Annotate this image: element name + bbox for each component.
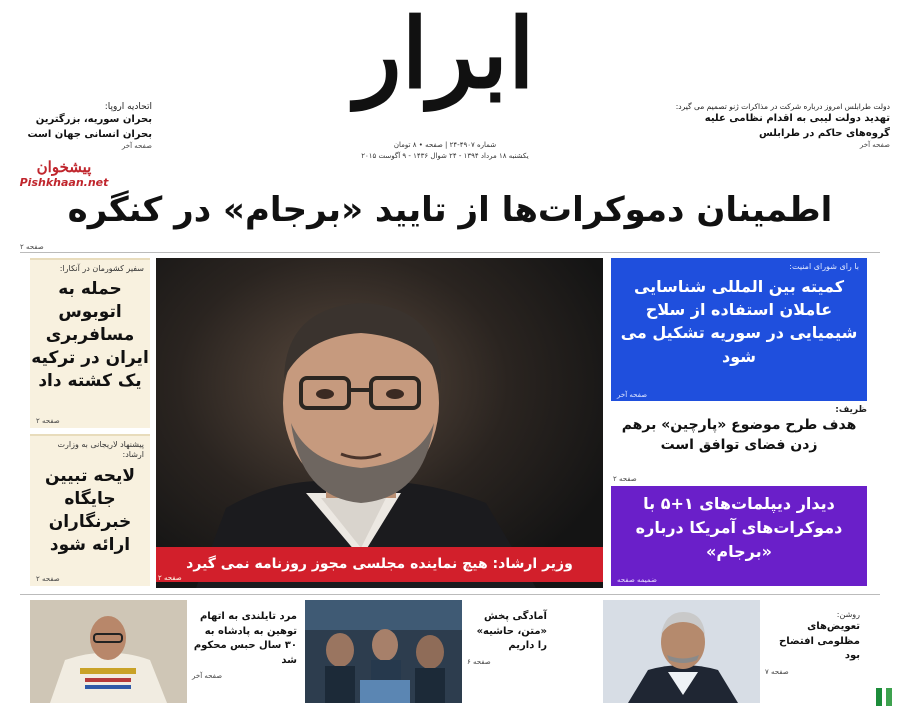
photo-caption-page-ref: صفحه ۲ xyxy=(158,574,182,582)
bottom-story-3[interactable] xyxy=(765,610,860,676)
purple-story-box[interactable] xyxy=(611,486,867,586)
top-right-page-ref: صفحه آخر xyxy=(859,141,890,149)
middle-right-page-ref: صفحه ۲ xyxy=(613,475,637,483)
headline-page-ref: صفحه ۲ xyxy=(20,243,44,251)
watermark-logo xyxy=(8,158,120,189)
middle-right-body: هدف طرح موضوع «پارچین» برهم زدن فضای توافق است xyxy=(621,417,857,454)
middle-right-story[interactable] xyxy=(611,405,867,456)
left-box-2-kicker: پیشنهاد لاریجانی به وزارت ارشاد: xyxy=(57,440,144,460)
minister-portrait-image xyxy=(156,258,603,588)
bottom-story-1-page-ref: صفحه آخر xyxy=(192,672,223,680)
top-right-lead: تهدید دولت لیبی به اقدام نظامی علیه گروه‌های حاکم در طرابلس xyxy=(704,113,890,139)
middle-right-kicker: ظریف: xyxy=(835,405,867,415)
purple-box-body: دیدار دیپلمات‌های ۱+۵ با دموکرات‌های آمریکا درباره «برجام» xyxy=(635,494,843,561)
masthead-meta xyxy=(340,140,550,161)
blue-box-body: کمیته بین المللی شناسایی عاملان استفاده از سلاح شیمیایی در سوریه تشکیل می شود xyxy=(620,277,858,366)
watermark-en: Pishkhaan.net xyxy=(19,176,109,189)
blue-box-kicker: با رای شورای امنیت: xyxy=(789,262,859,271)
bottom-story-3-page-ref: صفحه ۷ xyxy=(765,667,789,676)
bottom-story-2-page-ref: صفحه ۶ xyxy=(467,657,491,666)
bottom-story-2-body: آمادگی پخش «متن، حاشیه» را داریم xyxy=(476,611,547,651)
top-left-kicker: اتحادیه اروپا: xyxy=(104,102,152,112)
divider-bottom xyxy=(20,594,880,595)
bottom-story-3-kicker: روشن: xyxy=(836,610,860,619)
corner-color-mark xyxy=(876,688,882,706)
top-left-story[interactable] xyxy=(22,102,152,150)
left-box-2-page-ref: صفحه ۲ xyxy=(36,575,60,583)
purple-box-page-ref: ضمیمه صفحه xyxy=(617,576,657,584)
tv-series-image xyxy=(305,600,462,703)
photo-caption[interactable]: وزیر ارشاد: هیچ نماینده مجلسی مجوز روزنامه نمی گیرد xyxy=(156,547,603,582)
left-box-1-page-ref: صفحه ۲ xyxy=(36,417,60,425)
minister-photo[interactable] xyxy=(156,258,603,588)
bottom-story-2[interactable] xyxy=(467,610,547,666)
thai-king-image xyxy=(30,600,187,703)
main-headline[interactable]: اطمینان دموکرات‌ها از تایید «برجام» در کنگره xyxy=(67,190,833,230)
divider-top xyxy=(20,252,880,253)
masthead-title: ابرار xyxy=(355,0,535,110)
left-story-box-2[interactable] xyxy=(30,434,150,586)
thai-king-photo[interactable] xyxy=(30,600,187,703)
left-box-1-body: حمله به اتوبوس مسافربری ایران در ترکیه یک کشته داد xyxy=(31,279,149,392)
masthead-issue: شماره ۴۹۰۷-۲۴ | صفحه • ۸ تومان xyxy=(393,141,497,149)
blue-box-page-ref: صفحه آخر xyxy=(617,391,648,399)
blue-story-box[interactable] xyxy=(611,258,867,401)
top-left-lead: بحران سوریه، بزرگترین بحران انسانی جهان است xyxy=(27,114,152,140)
corner-color-mark-light xyxy=(886,688,892,706)
tv-series-photo[interactable] xyxy=(305,600,462,703)
watermark-fa: پیشخوان xyxy=(36,158,92,176)
coach-image xyxy=(603,600,760,703)
left-box-1-kicker: سفیر کشورمان در آنکارا: xyxy=(59,264,144,273)
masthead-date: یکشنبه ۱۸ مرداد ۱۳۹۴ - ۲۴ شوال ۱۴۳۶ - ۹ آگوست ۲۰۱۵ xyxy=(361,151,529,160)
left-box-2-body: لایحه تبیین جایگاه خبرنگاران ارائه شود xyxy=(44,465,136,555)
top-right-story[interactable] xyxy=(650,102,890,149)
coach-photo[interactable] xyxy=(603,600,760,703)
top-left-page-ref: صفحه آخر xyxy=(121,142,152,150)
bottom-story-1[interactable] xyxy=(192,610,297,680)
bottom-story-1-body: مرد تایلندی به اتهام توهین به پادشاه به ۳۰ سال حبس محکوم شد xyxy=(193,611,297,666)
left-story-box-1[interactable] xyxy=(30,258,150,428)
bottom-story-3-body: تعویض‌های مظلومی افتضاح بود xyxy=(779,621,860,662)
top-right-kicker: دولت طرابلس امروز درباره شرکت در مذاکرات ژنو تصمیم می گیرد: xyxy=(675,102,890,111)
